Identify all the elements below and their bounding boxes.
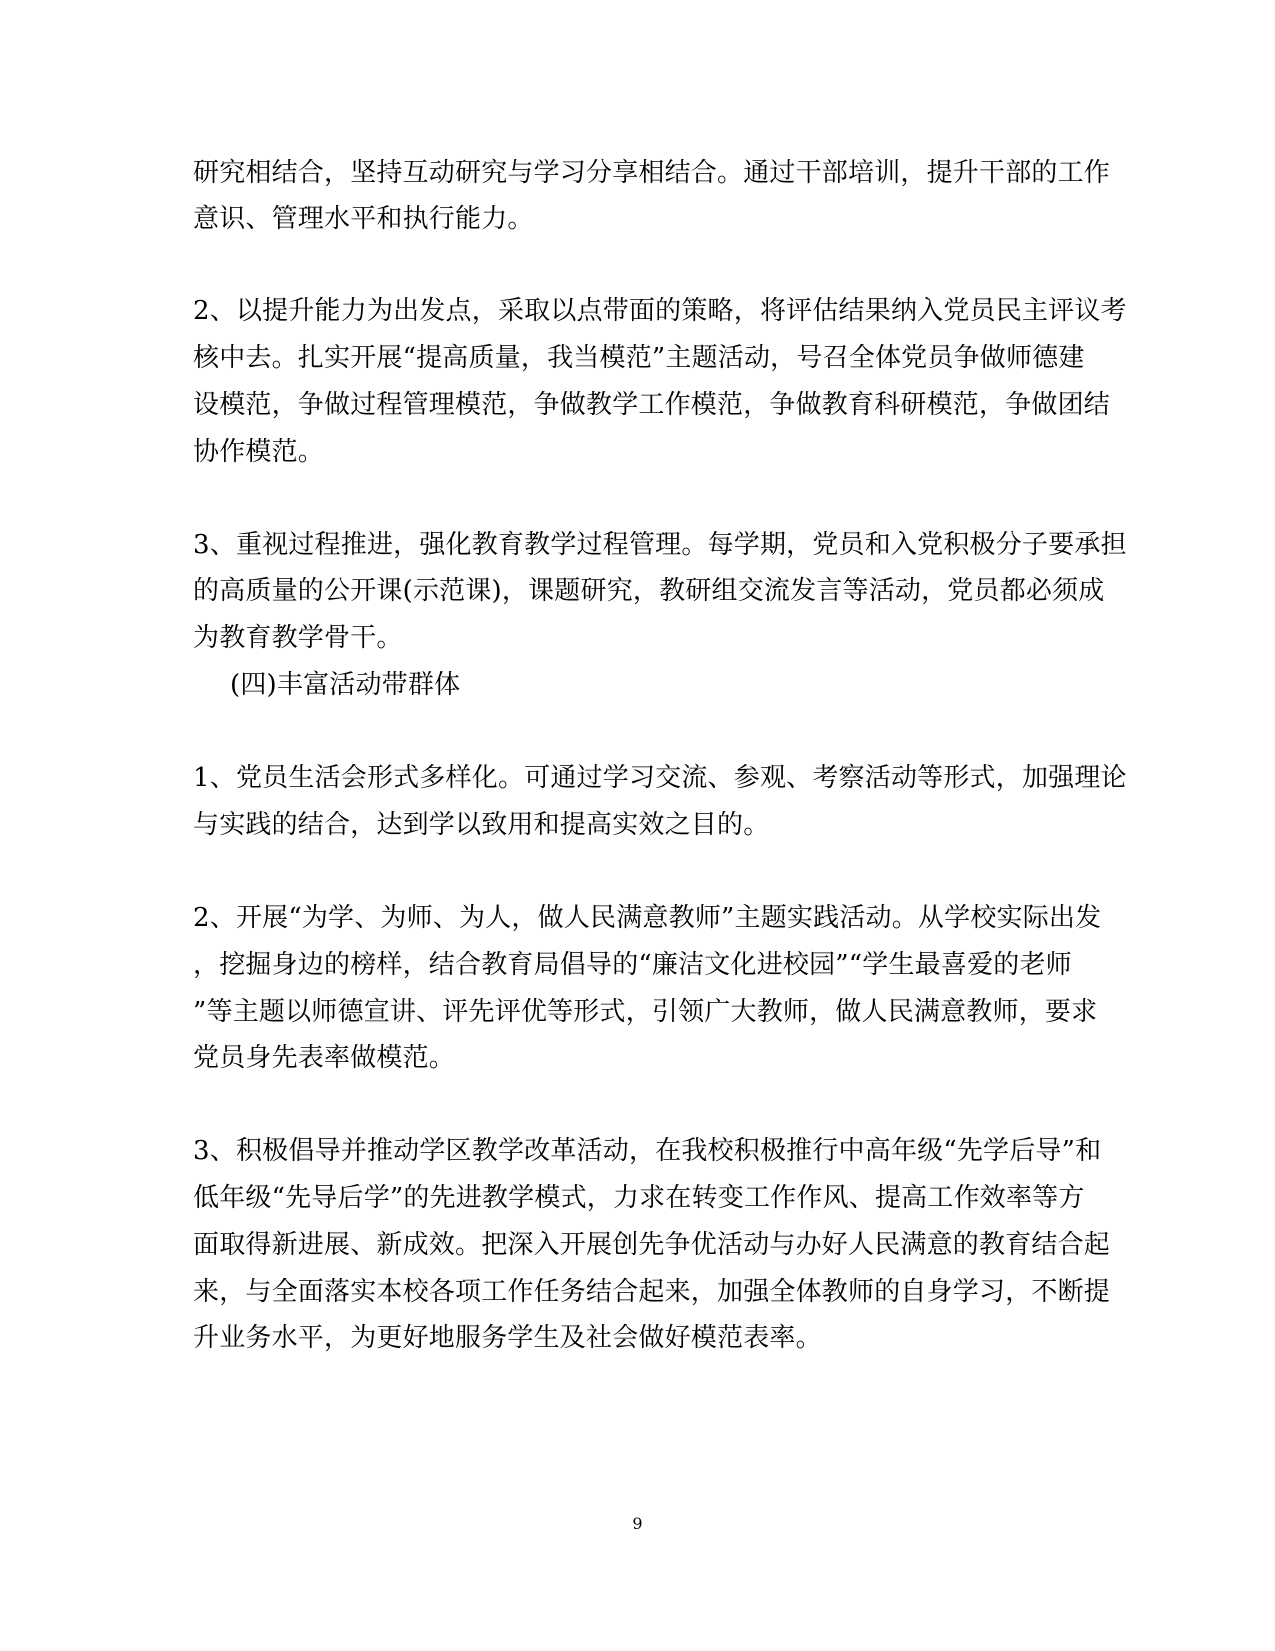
paragraph-line: 的高质量的公开课(示范课)，课题研究，教研组交流发言等活动，党员都必须成	[193, 576, 1105, 606]
paragraph-line: 设模范，争做过程管理模范，争做教学工作模范，争做教育科研模范，争做团结	[193, 390, 1111, 420]
paragraph-line: 意识、管理水平和执行能力。	[193, 204, 534, 234]
paragraph-line: ，挖掘身边的榜样，结合教育局倡导的“廉洁文化进校园”“学生最喜爱的老师	[193, 950, 1072, 980]
section-heading: (四)丰富活动带群体	[230, 670, 461, 700]
paragraph-line: 2、以提升能力为出发点，采取以点带面的策略，将评估结果纳入党员民主评议考	[193, 296, 1127, 326]
paragraph-line: 核中去。扎实开展“提高质量，我当模范”主题活动，号召全体党员争做师德建	[193, 343, 1085, 373]
paragraph-line: 3、积极倡导并推动学区教学改革活动，在我校积极推行中高年级“先学后导”和	[193, 1136, 1102, 1166]
paragraph-line: 升业务水平，为更好地服务学生及社会做好模范表率。	[193, 1323, 822, 1353]
paragraph-line: 研究相结合，坚持互动研究与学习分享相结合。通过干部培训，提升干部的工作	[193, 158, 1111, 188]
paragraph-line: 1、党员生活会形式多样化。可通过学习交流、参观、考察活动等形式，加强理论	[193, 763, 1127, 793]
paragraph-line: 与实践的结合，达到学以致用和提高实效之目的。	[193, 810, 770, 840]
paragraph-line: 3、重视过程推进，强化教育教学过程管理。每学期，党员和入党积极分子要承担	[193, 530, 1127, 560]
paragraph-line: 来，与全面落实本校各项工作任务结合起来，加强全体教师的自身学习，不断提	[193, 1277, 1111, 1307]
paragraph-line: ”等主题以师德宣讲、评先评优等形式，引领广大教师，做人民满意教师，要求	[193, 997, 1098, 1027]
paragraph-line: 2、开展“为学、为师、为人，做人民满意教师”主题实践活动。从学校实际出发	[193, 903, 1102, 933]
paragraph-line: 党员身先表率做模范。	[193, 1043, 456, 1073]
paragraph-line: 面取得新进展、新成效。把深入开展创先争优活动与办好人民满意的教育结合起	[193, 1230, 1111, 1260]
paragraph-line: 协作模范。	[193, 437, 325, 467]
paragraph-line: 为教育教学骨干。	[193, 623, 403, 653]
page-number: 9	[632, 1514, 643, 1533]
paragraph-line: 低年级“先导后学”的先进教学模式，力求在转变工作作风、提高工作效率等方	[193, 1183, 1085, 1213]
